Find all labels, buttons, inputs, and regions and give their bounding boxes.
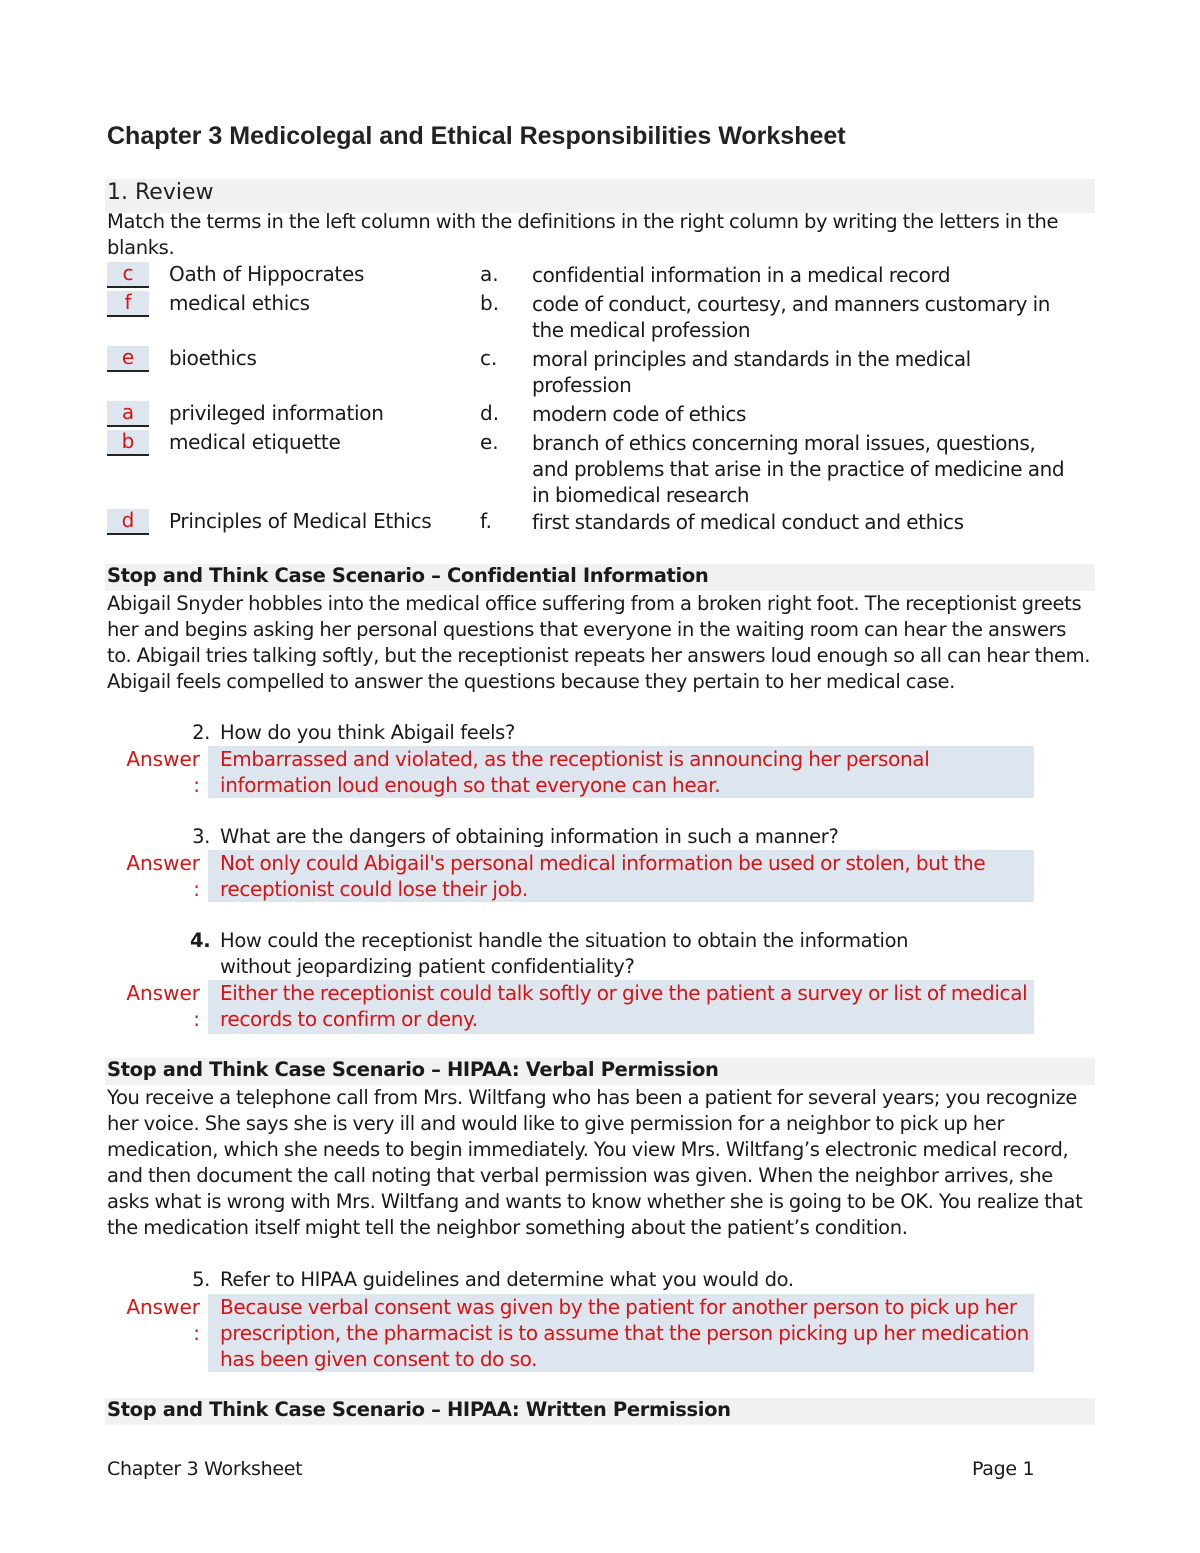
- answer-text: Embarrassed and violated, as the receptionist is announcing her personal information loud enough so that everyone can hear.: [220, 747, 930, 797]
- answer-label: Answer :: [126, 981, 200, 1031]
- definition-letter: d.: [480, 401, 500, 425]
- term: bioethics: [169, 346, 257, 370]
- case-heading-bar: [105, 1058, 1095, 1085]
- match-row: [107, 401, 1097, 427]
- answer-letter: e: [121, 345, 135, 369]
- match-row: [107, 345, 1097, 397]
- question-text: How could the receptionist handle the situation to obtain the information without jeopardizing patient confidentiality?: [220, 929, 909, 978]
- question-number: 4.: [190, 929, 211, 952]
- definition: moral principles and standards in the medical profession: [532, 347, 971, 397]
- page-number: Page 1: [972, 1458, 1035, 1480]
- definition-letter: a.: [480, 262, 499, 286]
- case-heading: Stop and Think Case Scenario – Confidential Information: [107, 564, 709, 587]
- answer-blank[interactable]: [107, 509, 149, 535]
- answer-blank[interactable]: [107, 262, 149, 288]
- match-row: [107, 509, 1097, 535]
- definition: branch of ethics concerning moral issues, questions, and problems that arise in the practice of medicine and in biomedical research: [532, 431, 1065, 507]
- definition: code of conduct, courtesy, and manners customary in the medical profession: [532, 292, 1051, 342]
- answer-field[interactable]: [208, 1294, 1034, 1372]
- review-heading: 1. Review: [107, 180, 214, 205]
- answer-text: Because verbal consent was given by the patient for another person to pick up her prescription, the pharmacist is to assume that the person picking up her medication has been given consent to do so.: [220, 1295, 1029, 1371]
- case-body: You receive a telephone call from Mrs. Wiltfang who has been a patient for several years; you recognize her voice. She says she is very ill and would like to give permission for a neighbor to pick up her medication, which she needs to begin immediately. You view Mrs. Wiltfang’s electronic medical record, and then document the call noting that verbal permission was given. When the neighbor arrives, she asks what is wrong with Mrs. Wiltfang and wants to know whether she is going to be OK. You realize that the medication itself might tell the neighbor something about the patient’s condition.: [107, 1086, 1083, 1239]
- match-row: [107, 290, 1097, 342]
- answer-blank[interactable]: [107, 291, 149, 317]
- term: medical etiquette: [169, 430, 341, 454]
- question-number: 2.: [192, 721, 210, 744]
- answer-letter: c: [122, 261, 134, 285]
- answer-text: Either the receptionist could talk softly or give the patient a survey or list of medical records to confirm or deny.: [220, 981, 1028, 1031]
- page-title: Chapter 3 Medicolegal and Ethical Responsibilities Worksheet: [107, 122, 846, 150]
- answer-text: Not only could Abigail's personal medical information be used or stolen, but the receptionist could lose their job.: [220, 851, 986, 901]
- answer-field[interactable]: [208, 746, 1034, 798]
- term: Principles of Medical Ethics: [169, 509, 432, 533]
- answer-field[interactable]: [208, 980, 1034, 1034]
- review-heading-bar: [105, 179, 1095, 213]
- question-number: 5.: [192, 1268, 210, 1291]
- definition: modern code of ethics: [532, 402, 747, 426]
- definition-letter: b.: [480, 291, 500, 315]
- definition-letter: c.: [480, 346, 498, 370]
- case-heading-bar: [105, 564, 1095, 591]
- question-number: 3.: [192, 825, 210, 848]
- definition: first standards of medical conduct and ethics: [532, 510, 964, 534]
- question-text: Refer to HIPAA guidelines and determine what you would do.: [220, 1268, 794, 1291]
- answer-letter: a: [121, 400, 135, 424]
- review-instructions: Match the terms in the left column with the definitions in the right column by writing the letters in the blanks.: [107, 210, 1059, 259]
- question-text: What are the dangers of obtaining information in such a manner?: [220, 825, 839, 848]
- answer-letter: f: [124, 290, 132, 314]
- footer-title: Chapter 3 Worksheet: [107, 1458, 303, 1480]
- answer-label: Answer :: [126, 747, 200, 797]
- definition: confidential information in a medical record: [532, 263, 951, 287]
- term: privileged information: [169, 401, 384, 425]
- answer-field[interactable]: [208, 850, 1034, 902]
- answer-letter: b: [121, 429, 135, 453]
- match-row: [107, 262, 1097, 288]
- answer-blank[interactable]: [107, 401, 149, 427]
- case-heading: Stop and Think Case Scenario – HIPAA: Verbal Permission: [107, 1058, 719, 1081]
- case-heading-bar: [105, 1398, 1095, 1425]
- definition-letter: f.: [480, 509, 492, 533]
- answer-letter: d: [121, 508, 135, 532]
- definition-letter: e.: [480, 430, 499, 454]
- term: Oath of Hippocrates: [169, 262, 365, 286]
- answer-label: Answer :: [126, 851, 200, 901]
- case-body: Abigail Snyder hobbles into the medical office suffering from a broken right foot. The receptionist greets her and begins asking her personal questions that everyone in the waiting room can hear the answers to. Abigail tries talking softly, but the receptionist repeats her answers loud enough so all can hear them. Abigail feels compelled to answer the questions because they pertain to her medical case.: [107, 592, 1091, 693]
- term: medical ethics: [169, 291, 310, 315]
- question-text: How do you think Abigail feels?: [220, 721, 515, 744]
- match-row: [107, 429, 1097, 507]
- case-heading: Stop and Think Case Scenario – HIPAA: Written Permission: [107, 1398, 731, 1421]
- answer-blank[interactable]: [107, 430, 149, 456]
- answer-blank[interactable]: [107, 346, 149, 372]
- answer-label: Answer :: [126, 1295, 200, 1345]
